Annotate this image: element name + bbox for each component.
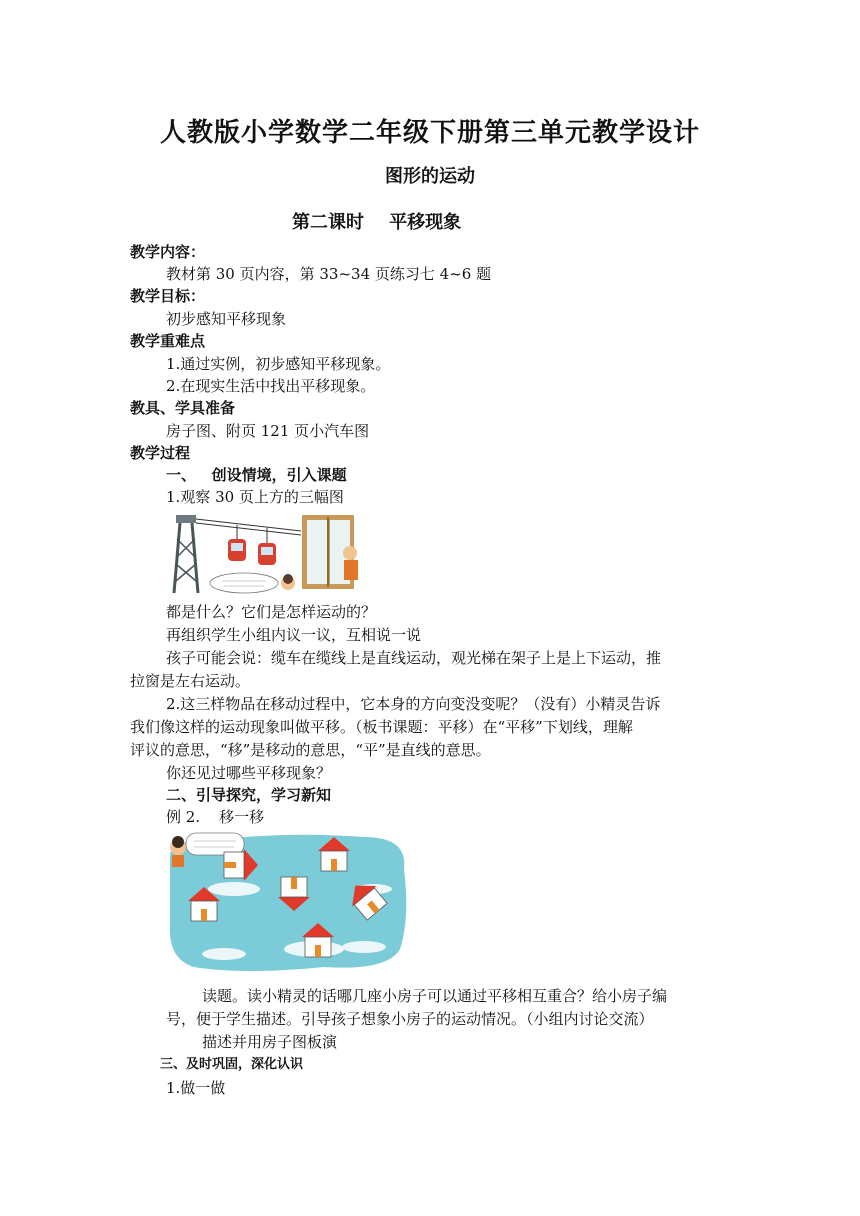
reading-line-3: 描述并用房子图板演 <box>202 1033 338 1051</box>
tools-text: 房子图、附页 121 页小汽车图 <box>166 422 370 440</box>
paragraph-1-line-2: 拉窗是左右运动。 <box>130 672 251 690</box>
paragraph-2-line-1: 2.这三样物品在移动过程中，它本身的方向变没变呢？（没有）小精灵告诉 <box>166 695 661 713</box>
paragraph-2-line-2: 我们像这样的运动现象叫做平移。（板书课题：平移）在“平移”下划线，理解 <box>130 718 633 736</box>
paragraph-3: 你还见过哪些平移现象？ <box>166 764 332 782</box>
example-2-title: 例 2. 移一移 <box>166 808 265 826</box>
reading-line-1: 读题。读小精灵的话哪几座小房子可以通过平移相互重合？给小房子编 <box>202 987 668 1005</box>
heading-goal: 教学目标： <box>130 287 206 305</box>
child-character-icon <box>343 546 358 580</box>
elf-character-icon <box>170 836 186 867</box>
document-title: 人教版小学数学二年级下册第三单元教学设计 <box>159 118 700 148</box>
section-3-heading: 三、及时巩固，深化认识 <box>160 1057 304 1072</box>
unit-subtitle: 图形的运动 <box>385 166 475 187</box>
paragraph-2-line-3: 评议的意思，“移”是移动的意思，“平”是直线的意思。 <box>130 741 491 759</box>
section-1-heading: 一、 创设情境，引入课题 <box>166 466 347 484</box>
reading-line-2: 号，便于学生描述。引导孩子想象小房子的运动情况。（小组内讨论交流） <box>166 1010 654 1028</box>
question-1: 都是什么？它们是怎样运动的？ <box>166 603 377 621</box>
section-3-item-1: 1.做一做 <box>166 1079 226 1097</box>
goal-text: 初步感知平移现象 <box>166 310 287 328</box>
speech-bubble-icon <box>210 573 278 593</box>
question-2: 再组织学生小组内议一议，互相说一说 <box>166 626 422 644</box>
lesson-title: 第二课时 平移现象 <box>292 212 462 233</box>
motion-illustration <box>166 509 364 597</box>
heading-tools: 教具、学具准备 <box>130 399 236 417</box>
section-1-item-1: 1.观察 30 页上方的三幅图 <box>166 488 344 506</box>
content-text: 教材第 30 页内容，第 33~34 页练习七 4~6 题 <box>166 265 492 283</box>
heading-process: 教学过程 <box>130 444 191 462</box>
heading-content: 教学内容： <box>130 243 206 261</box>
key-point-2: 2.在现实生活中找出平移现象。 <box>166 377 376 395</box>
key-point-1: 1.通过实例，初步感知平移现象。 <box>166 355 391 373</box>
heading-key: 教学重难点 <box>130 332 206 350</box>
paragraph-1-line-1: 孩子可能会说：缆车在缆线上是直线运动，观光梯在架子上是上下运动，推 <box>166 649 662 667</box>
section-2-heading: 二、引导探究，学习新知 <box>166 786 332 804</box>
houses-illustration <box>164 829 410 975</box>
